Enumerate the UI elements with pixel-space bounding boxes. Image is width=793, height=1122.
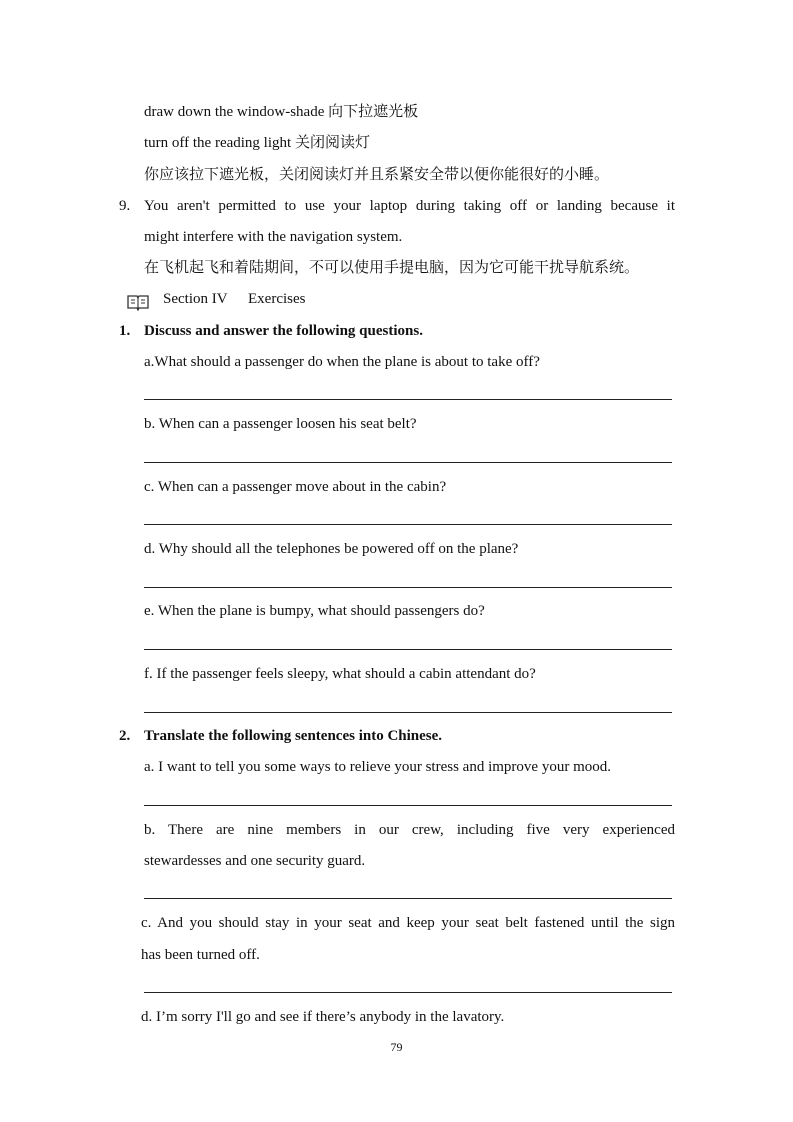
question: a.What should a passenger do when the plane is about to take off? bbox=[144, 354, 540, 370]
question: b. When can a passenger loosen his seat belt? bbox=[144, 416, 417, 432]
sentence: stewardesses and one security guard. bbox=[144, 853, 366, 869]
question: c. When can a passenger move about in the cabin? bbox=[144, 479, 447, 495]
translation-line: 在飞机起飞和着陆期间，不可以使用手提电脑，因为它可能干扰导航系统。 bbox=[144, 258, 640, 276]
item-text: might interfere with the navigation system. bbox=[144, 229, 403, 245]
vocab-line bbox=[144, 132, 370, 153]
exercise-number: 1. bbox=[119, 323, 131, 339]
book-icon bbox=[126, 293, 150, 311]
question: f. If the passenger feels sleepy, what should a cabin attendant do? bbox=[144, 666, 536, 682]
exercise-title: Discuss and answer the following questions. bbox=[144, 323, 423, 339]
vocab-en: draw down the window-shade bbox=[144, 104, 325, 120]
question: d. Why should all the telephones be powered off on the plane? bbox=[144, 541, 519, 557]
answer-line bbox=[144, 992, 672, 993]
sentence: d. I’m sorry I'll go and see if there’s anybody in the lavatory. bbox=[141, 1009, 505, 1025]
sentence: c. And you should stay in your seat and keep your seat belt fastened until the sign bbox=[141, 915, 675, 931]
page-number: 79 bbox=[390, 1040, 403, 1054]
answer-line bbox=[144, 712, 672, 713]
section-title: Exercises bbox=[248, 291, 306, 307]
answer-line bbox=[144, 649, 672, 650]
vocab-zh: 向下拉遮光板 bbox=[328, 102, 419, 120]
answer-line bbox=[144, 462, 672, 463]
answer-line bbox=[144, 399, 672, 400]
answer-line bbox=[144, 524, 672, 525]
answer-line bbox=[144, 898, 672, 899]
item-text: You aren't permitted to use your laptop during taking off or landing because it bbox=[144, 198, 675, 214]
translation-line: 你应该拉下遮光板，关闭阅读灯并且系紧安全带以便你能很好的小睡。 bbox=[144, 165, 610, 183]
item-number: 9. bbox=[119, 198, 131, 214]
answer-line bbox=[144, 805, 672, 806]
answer-line bbox=[144, 587, 672, 588]
vocab-line bbox=[144, 101, 418, 122]
sentence: a. I want to tell you some ways to relieve your stress and improve your mood. bbox=[144, 759, 611, 775]
sentence: b. There are nine members in our crew, including five very experienced bbox=[144, 822, 675, 838]
vocab-en: turn off the reading light bbox=[144, 135, 292, 151]
exercise-number: 2. bbox=[119, 728, 131, 744]
sentence: has been turned off. bbox=[141, 947, 260, 963]
exercise-title: Translate the following sentences into Chinese. bbox=[144, 728, 443, 744]
vocab-zh: 关闭阅读灯 bbox=[294, 133, 370, 151]
question: e. When the plane is bumpy, what should passengers do? bbox=[144, 603, 485, 619]
section-label: Section IV bbox=[163, 291, 228, 307]
